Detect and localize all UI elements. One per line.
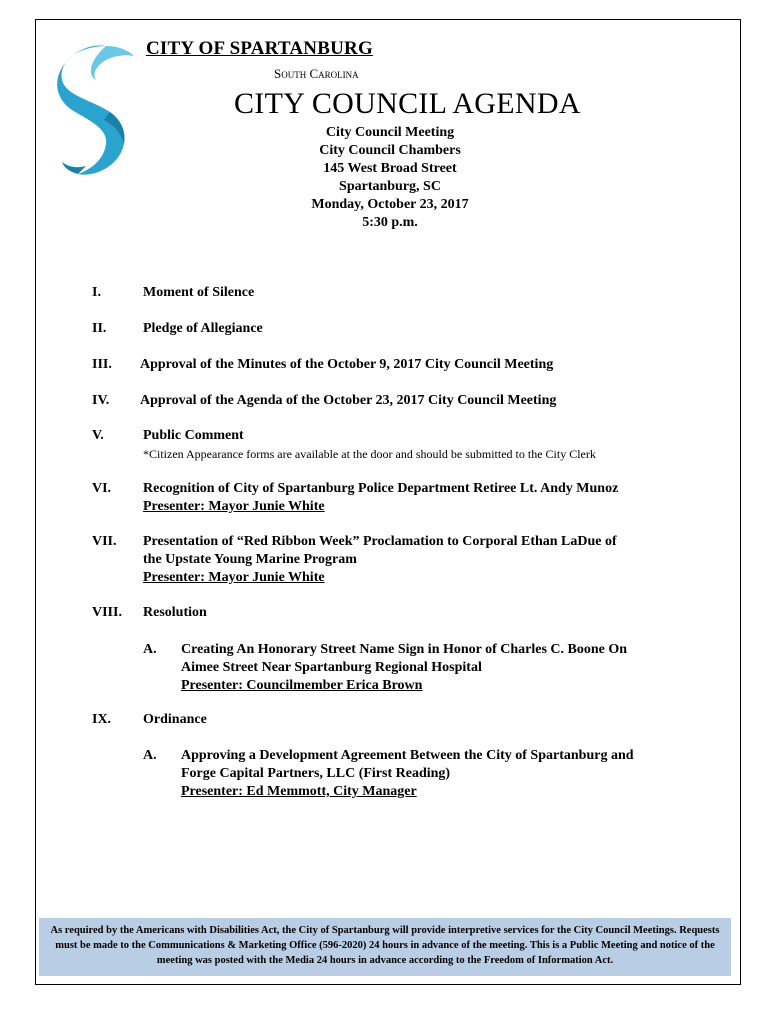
meeting-date: Monday, October 23, 2017 — [311, 197, 469, 212]
item-number: II. — [92, 321, 107, 336]
item-number: VII. — [92, 534, 117, 549]
item-presenter: Presenter: Mayor Junie White — [143, 499, 325, 514]
agenda-title: CITY COUNCIL AGENDA — [234, 87, 581, 120]
meeting-time: 5:30 p.m. — [362, 215, 418, 230]
item-title: Public Comment — [143, 428, 244, 443]
city-name: CITY OF SPARTANBURG — [146, 38, 373, 59]
subitem-number: A. — [143, 748, 157, 763]
subitem-presenter: Presenter: Councilmember Erica Brown — [181, 678, 423, 693]
item-title: Resolution — [143, 605, 207, 620]
item-title-line2: the Upstate Young Marine Program — [143, 552, 357, 567]
item-number: VIII. — [92, 605, 122, 620]
item-number: VI. — [92, 481, 112, 496]
item-title: Moment of Silence — [143, 285, 255, 300]
subitem-title-line2: Aimee Street Near Spartanburg Regional Hospital — [181, 660, 482, 675]
item-title: Ordinance — [143, 712, 207, 727]
item-title: Recognition of City of Spartanburg Police Department Retiree Lt. Andy Munoz — [143, 481, 619, 496]
item-title: Approval of the Minutes of the October 9, 2017 City Council Meeting — [140, 357, 554, 372]
ada-notice: As required by the Americans with Disabilities Act, the City of Spartanburg will provide interpretive services for the City Council Meetings. Requests must be made to the Communications & Marketing Office (596-2020) 24 hours in advance of the meeting. This is a Public Meeting and notice of the meeting was posted with the Media 24 hours in advance according to the Freedom of Information Act. — [39, 918, 731, 976]
state-name: South Carolina — [274, 66, 359, 81]
item-number: III. — [92, 357, 112, 372]
city-logo — [48, 40, 140, 180]
item-presenter: Presenter: Mayor Junie White — [143, 570, 325, 585]
subitem-presenter: Presenter: Ed Memmott, City Manager — [181, 784, 417, 799]
item-number: V. — [92, 428, 104, 443]
item-title: Pledge of Allegiance — [143, 321, 263, 336]
meeting-address: 145 West Broad Street — [323, 161, 457, 176]
subitem-title-line1: Approving a Development Agreement Between the City of Spartanburg and — [181, 748, 634, 763]
item-title-line1: Presentation of “Red Ribbon Week” Proclamation to Corporal Ethan LaDue of — [143, 534, 617, 549]
meeting-type: City Council Meeting — [325, 125, 455, 140]
item-note: *Citizen Appearance forms are available at the door and should be submitted to the City Clerk — [143, 447, 596, 461]
item-title: Approval of the Agenda of the October 23, 2017 City Council Meeting — [140, 393, 557, 408]
item-number: I. — [92, 285, 101, 300]
subitem-number: A. — [143, 642, 157, 657]
item-number: IX. — [92, 712, 112, 727]
meeting-location: City Council Chambers — [319, 143, 461, 158]
subitem-title-line1: Creating An Honorary Street Name Sign in Honor of Charles C. Boone On — [181, 642, 628, 657]
meeting-city-state: Spartanburg, SC — [339, 179, 441, 194]
item-number: IV. — [92, 393, 110, 408]
meeting-info — [260, 124, 520, 232]
subitem-title-line2: Forge Capital Partners, LLC (First Reading) — [181, 766, 451, 781]
